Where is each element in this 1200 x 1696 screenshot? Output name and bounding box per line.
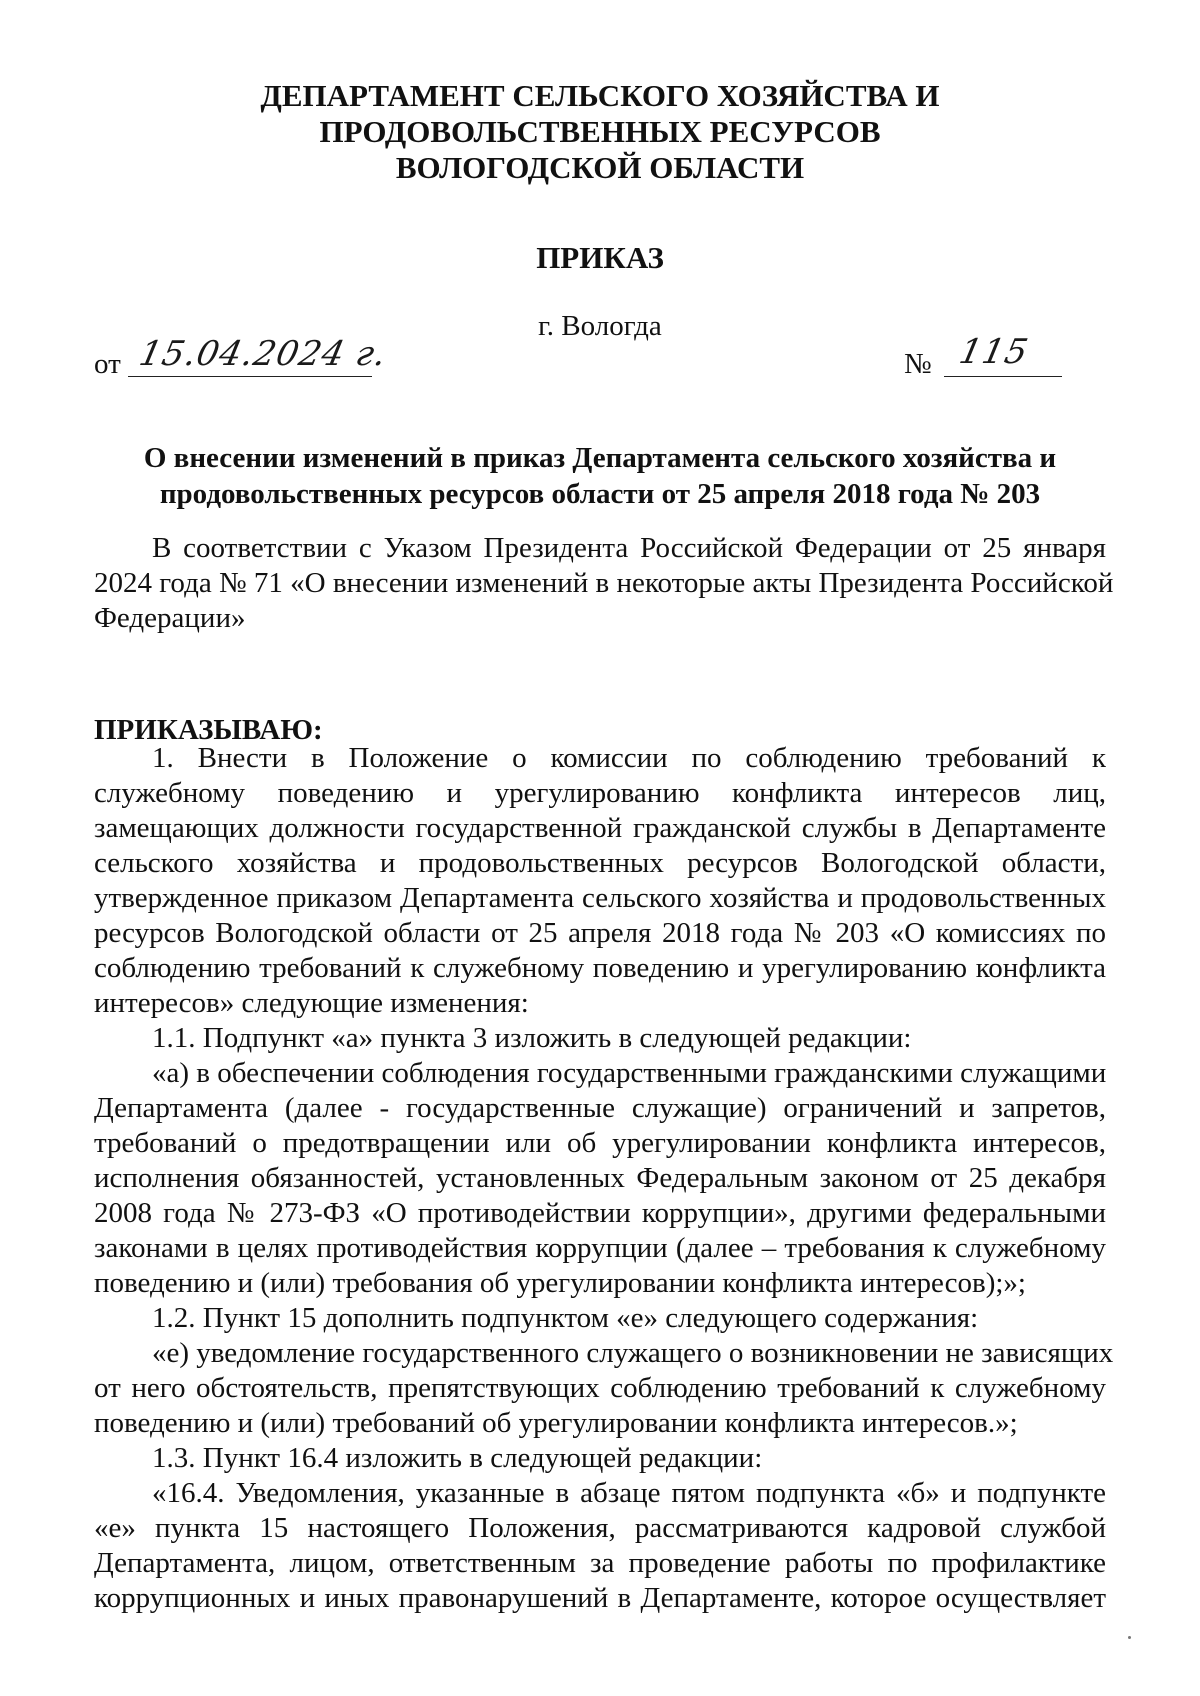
- scan-speck: [1128, 1636, 1131, 1639]
- text-line: коррупционных и иных правонарушений в Департаменте, которое осуществляет: [94, 1582, 1106, 1614]
- text-line: «е) уведомление государственного служащего о возникновении не зависящих: [152, 1337, 1114, 1369]
- date-underline: [128, 376, 372, 377]
- text-line: служебному поведению и урегулированию конфликта интересов лиц,: [94, 777, 1106, 809]
- text-line: сельского хозяйства и продовольственных ресурсов Вологодской области,: [94, 847, 1106, 879]
- city: г. Вологда: [538, 310, 662, 342]
- body-paragraphs: [94, 741, 1114, 1616]
- text-line: 2024 года № 71 «О внесении изменений в некоторые акты Президента Российской: [94, 567, 1114, 599]
- text-line: интересов» следующие изменения:: [94, 987, 529, 1019]
- text-line: утвержденное приказом Департамента сельского хозяйства и продовольственных: [94, 882, 1106, 914]
- date-label: от: [94, 348, 121, 380]
- handwritten-number: 115: [955, 332, 1033, 372]
- order-word: ПРИКАЗЫВАЮ:: [94, 714, 323, 746]
- text-line: законами в целях противодействия коррупции (далее – требования к служебному: [94, 1232, 1106, 1264]
- text-line: ресурсов Вологодской области от 25 апреля 2018 года № 203 «О комиссиях по: [94, 917, 1106, 949]
- text-line: Федерации»: [94, 602, 246, 634]
- document-type: ПРИКАЗ: [536, 240, 664, 275]
- text-line: требований о предотвращении или об урегулировании конфликта интересов,: [94, 1127, 1106, 1159]
- number-underline: [944, 376, 1062, 377]
- org-line: ДЕПАРТАМЕНТ СЕЛЬСКОГО ХОЗЯЙСТВА И: [260, 78, 940, 113]
- text-line: 1.1. Подпункт «а» пункта 3 изложить в следующей редакции:: [152, 1022, 912, 1054]
- text-line: В соответствии с Указом Президента Российской Федерации от 25 января: [152, 532, 1106, 564]
- text-line: замещающих должности государственной гражданской службы в Департаменте: [94, 812, 1106, 844]
- text-line: поведению и (или) требования об урегулировании конфликта интересов);»;: [94, 1267, 1026, 1299]
- text-line: Департамента, лицом, ответственным за проведение работы по профилактике: [94, 1547, 1106, 1579]
- text-line: поведению и (или) требований об урегулировании конфликта интересов.»;: [94, 1407, 1018, 1439]
- text-line: 2008 года № 273-ФЗ «О противодействии коррупции», другими федеральными: [94, 1197, 1106, 1229]
- organization-header: [0, 78, 1200, 186]
- handwritten-date: 15.04.2024 г.: [135, 334, 391, 374]
- text-line: соблюдению требований к служебному поведению и урегулированию конфликта: [94, 952, 1106, 984]
- number-label: №: [904, 348, 932, 380]
- text-line: 1.3. Пункт 16.4 изложить в следующей редакции:: [152, 1442, 763, 1474]
- text-line: Департамента (далее - государственные служащие) ограничений и запретов,: [94, 1092, 1106, 1124]
- org-line: ПРОДОВОЛЬСТВЕННЫХ РЕСУРСОВ: [319, 114, 881, 149]
- subject-line: продовольственных ресурсов области от 25 апреля 2018 года № 203: [159, 478, 1041, 510]
- text-line: «а) в обеспечении соблюдения государственными гражданскими служащими: [152, 1057, 1107, 1089]
- number-field: [904, 332, 1064, 380]
- document-subject: [0, 440, 1200, 512]
- org-line: ВОЛОГОДСКОЙ ОБЛАСТИ: [395, 150, 805, 185]
- text-line: «16.4. Уведомления, указанные в абзаце пятом подпункта «б» и подпункте: [152, 1477, 1106, 1509]
- text-line: «е» пункта 15 настоящего Положения, рассматриваются кадровой службой: [94, 1512, 1106, 1544]
- text-line: исполнения обязанностей, установленных Федеральным законом от 25 декабря: [94, 1162, 1106, 1194]
- date-field: [94, 334, 394, 380]
- text-line: 1.2. Пункт 15 дополнить подпунктом «е» следующего содержания:: [152, 1302, 979, 1334]
- preamble-paragraph: [94, 531, 1114, 636]
- text-line: от него обстоятельств, препятствующих соблюдению требований к служебному: [94, 1372, 1106, 1404]
- subject-line: О внесении изменений в приказ Департамента сельского хозяйства и: [143, 442, 1057, 474]
- text-line: 1. Внести в Положение о комиссии по соблюдению требований к: [152, 742, 1106, 774]
